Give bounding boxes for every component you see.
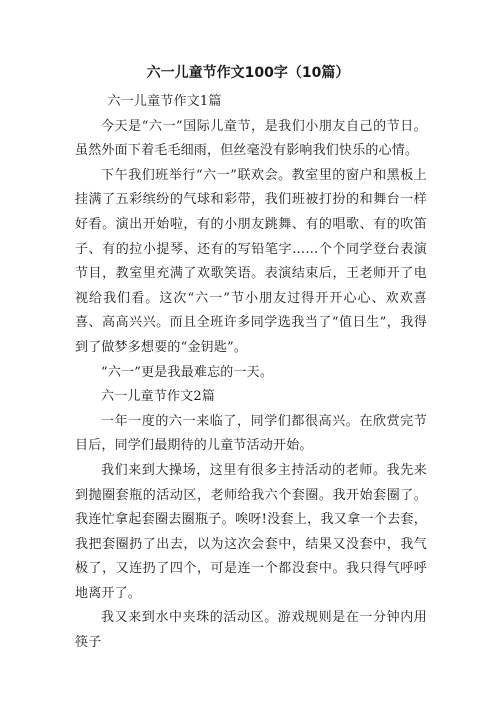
paragraph: 我又来到水中夹珠的活动区。游戏规则是在一分钟内用筷子 [75,610,427,651]
document-title: 六一儿童节作文100字（10篇） [146,65,350,81]
paragraph: 今天是“六一”国际儿童节，是我们小朋友自己的节日。虽然外面下着毛毛细雨，但丝毫没有影响我们快乐的心情。 [75,118,427,159]
essay-1-heading: 六一儿童节作文1篇 [107,94,222,109]
paragraph: 我们来到大操场，这里有很多主持活动的老师。我先来到抛圈套瓶的活动区，老师给我六个套圈。我开始套圈了。我连忙拿起套圈去圈瓶子。唉呀!没套上，我又拿一个去套，我把套圈扔了出去，以为这次会套中，结果又没套中，我气极了，又连扔了四个，可是连一个都没套中。我只得气呼呼地离开了。 [75,462,427,601]
document-body [75,90,427,656]
paragraph: 下午我们班举行“六一”联欢会。教室里的窗户和黑板上挂满了五彩缤纷的气球和彩带，我们班被打扮的和舞台一样好看。演出开始啦，有的小朋友跳舞、有的唱歌、有的吹笛子、有的拉小提琴、还有的写铅笔字……个个同学登台表演节目，教室里充满了欢歌笑语。表演结束后，王老师开了电视给我们看。这次“六一”节小朋友过得开开心心、欢欢喜喜、高高兴兴。而且全班许多同学选我当了“值日生”，我得到了做梦多想要的“金钥匙”。 [75,167,427,355]
paragraph: “六一”更是我最难忘的一天。 [101,364,274,380]
paragraph: 一年一度的六一来临了，同学们都很高兴。在欣赏完节目后，同学们最期待的儿童节活动开始。 [75,413,427,454]
essay-2-heading: 六一儿童节作文2篇 [101,389,216,405]
